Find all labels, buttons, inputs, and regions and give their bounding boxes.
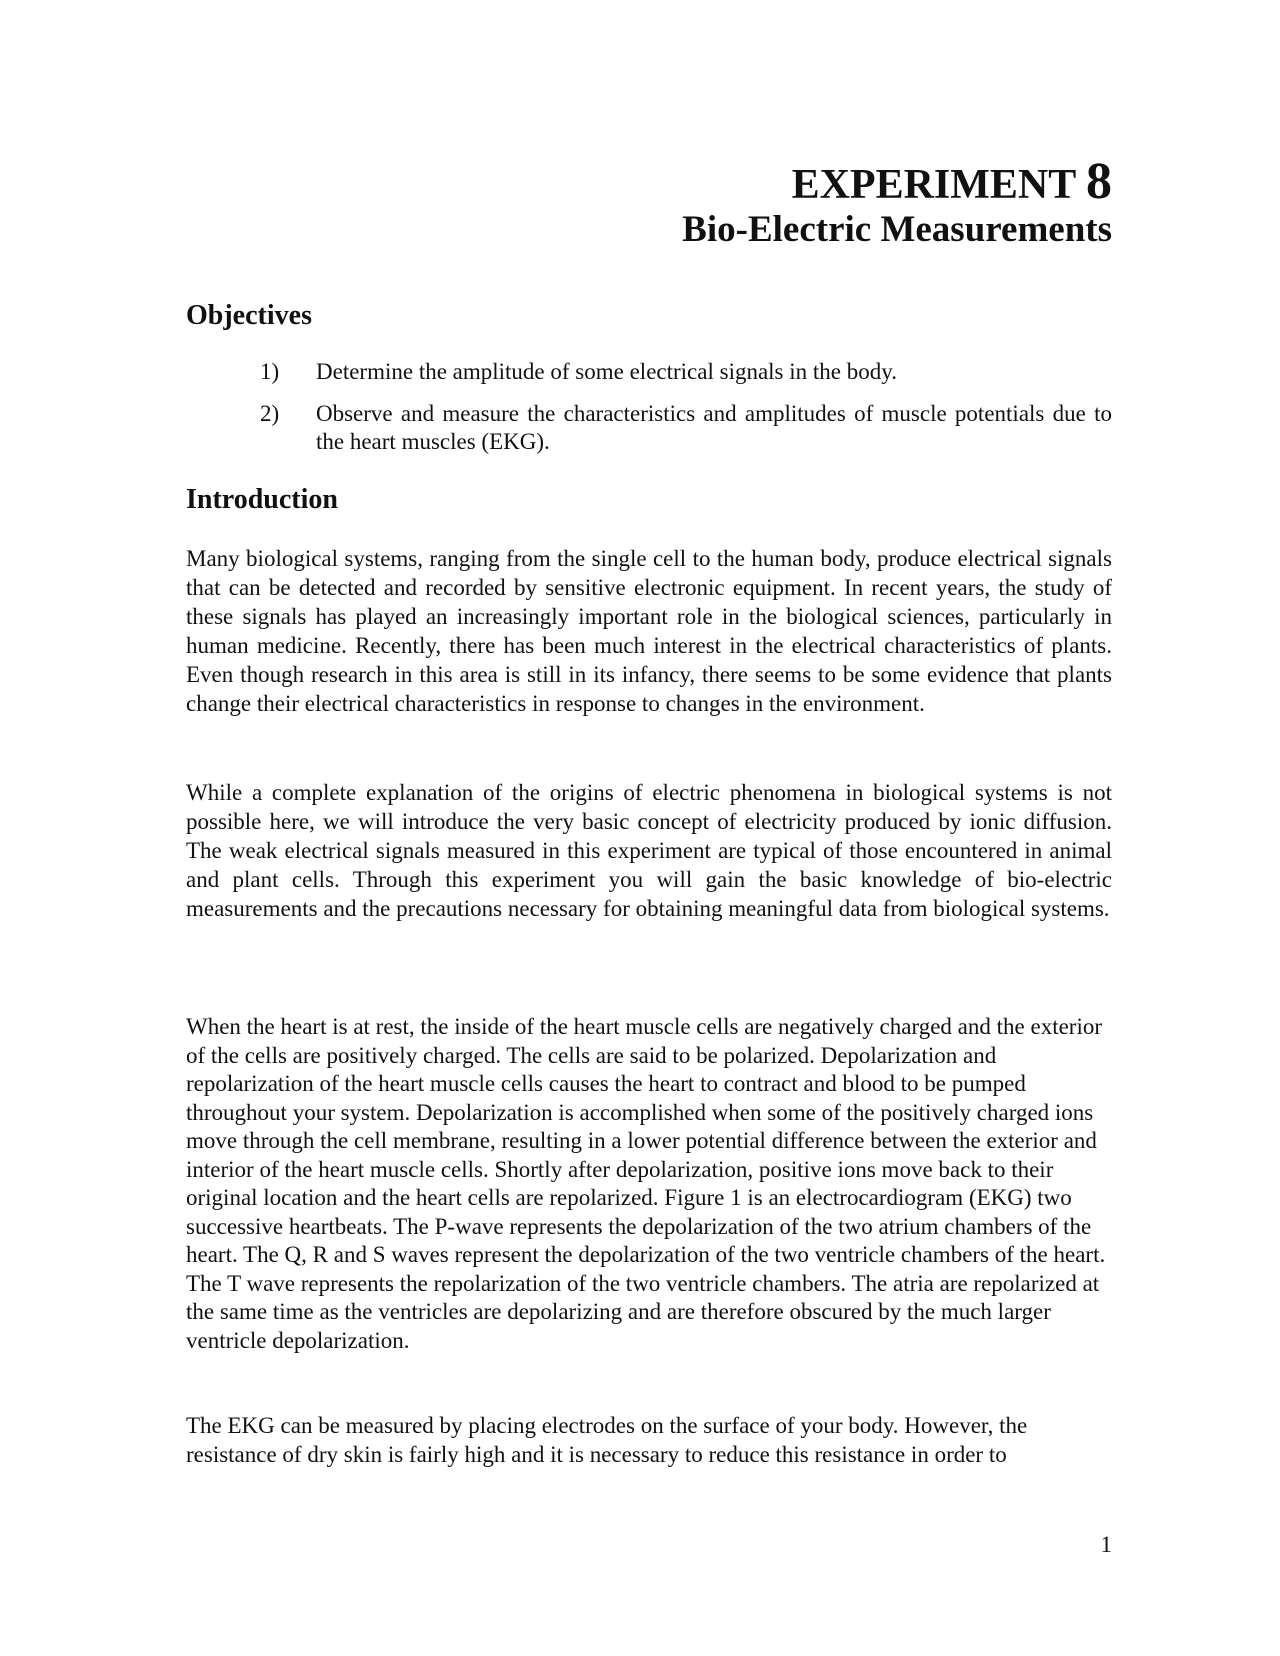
- intro-paragraph: Many biological systems, ranging from the single cell to the human body, produce electrical signals that can be detected and recorded by sensitive electronic equipment. In recent years, the study of these signals has played an increasingly important role in the biological sciences, particularly in human medicine. Recently, there has been much interest in the electrical characteristics of plants. Even though research in this area is still in its infancy, there seems to be some evidence that plants change their electrical characteristics in response to changes in the environment.: [186, 546, 1112, 716]
- experiment-title-text: EXPERIMENT: [791, 162, 1076, 208]
- objective-item: [186, 358, 1112, 387]
- objective-text: Determine the amplitude of some electrical signals in the body.: [316, 359, 897, 384]
- objective-text: Observe and measure the characteristics and amplitudes of muscle potentials due to the heart muscles (EKG).: [316, 400, 1112, 454]
- intro-paragraph: While a complete explanation of the origins of electric phenomena in biological systems is not possible here, we will introduce the very basic concept of electricity produced by ionic diffusion. The weak electrical signals measured in this experiment are typical of those encountered in animal and plant cells. Through this experiment you will gain the basic knowledge of bio-electric measurements and the precautions necessary for obtaining meaningful data from biological systems.: [186, 780, 1112, 921]
- objective-marker: 1): [260, 359, 280, 384]
- objective-item: [186, 400, 1112, 457]
- objective-marker: 2): [260, 400, 280, 426]
- objectives-heading: Objectives: [186, 300, 312, 331]
- introduction-heading: Introduction: [186, 484, 338, 515]
- intro-paragraph: When the heart is at rest, the inside of the heart muscle cells are negatively charged and the exterior of the cells are positively charged. The cells are said to be polarized. Depolarization and repolarization of the heart muscle cells causes the heart to contract and blood to be pumped throughout your system. Depolarization is accomplished when some of the positively charged ions move through the cell membrane, resulting in a lower potential difference between the exterior and interior of the heart muscle cells. Shortly after depolarization, positive ions move back to their original location and the heart cells are repolarized. Figure 1 is an electrocardiogram (EKG) two successive heartbeats. The P-wave represents the depolarization of the two atrium chambers of the heart. The Q, R and S waves represent the depolarization of the two ventricle chambers of the heart. The T wave represents the repolarization of the two ventricle chambers. The atria are repolarized at the same time as the ventricles are depolarizing and are therefore obscured by the much larger ventricle depolarization.: [186, 1014, 1106, 1353]
- page-number: 1: [1100, 1532, 1112, 1557]
- objectives-list: [186, 358, 1112, 470]
- intro-paragraph: The EKG can be measured by placing electrodes on the surface of your body. However, the resistance of dry skin is fairly high and it is necessary to reduce this resistance in order to: [186, 1413, 1028, 1467]
- experiment-title: [791, 153, 1112, 210]
- experiment-number: 8: [1086, 153, 1112, 210]
- experiment-subtitle: Bio-Electric Measurements: [682, 209, 1112, 250]
